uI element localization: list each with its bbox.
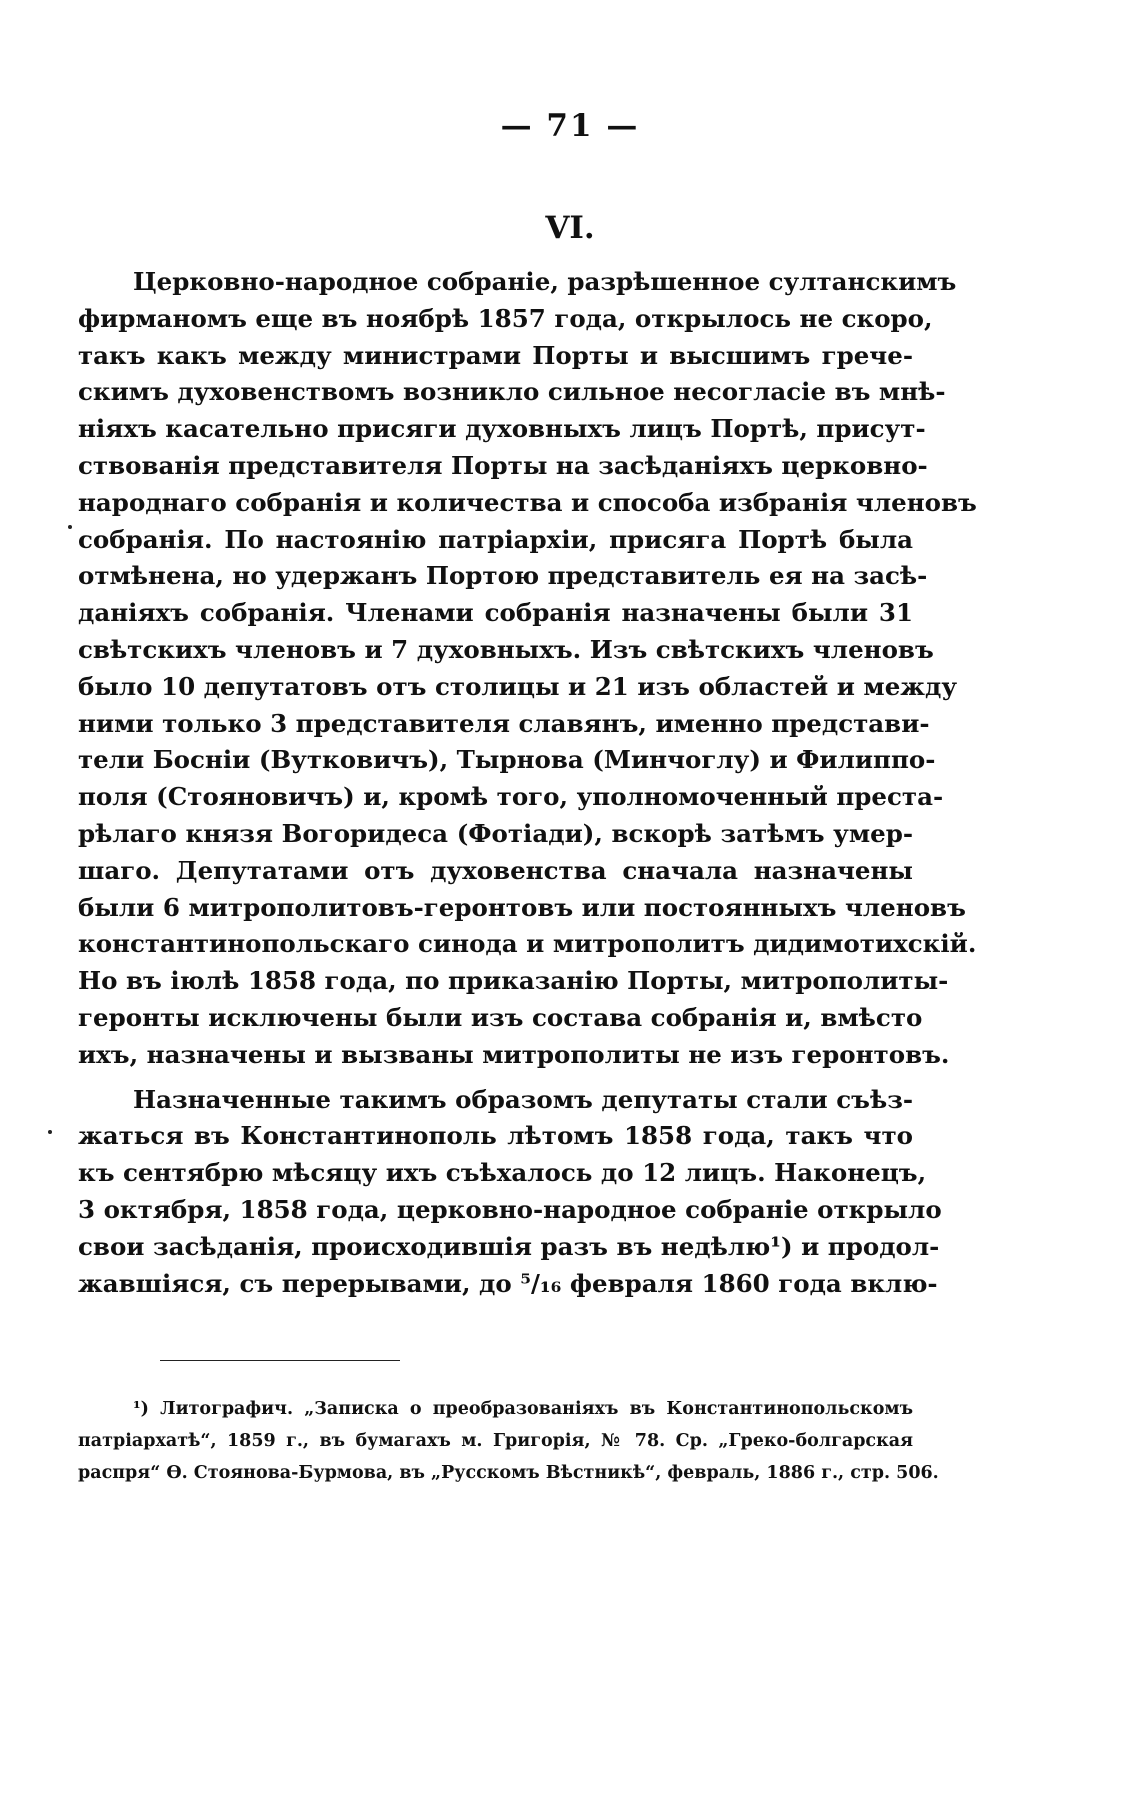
text-line: народнаго собранія и количества и способа избранія членовъ (78, 487, 977, 517)
paragraph-gap (78, 1074, 913, 1082)
text-line: ствованія представителя Порты на засѣданіяхъ церковно- (78, 450, 928, 480)
text-line: были 6 митрополитовъ-геронтовъ или постоянныхъ членовъ (78, 892, 966, 922)
margin-mark (68, 525, 72, 529)
text-line: скимъ духовенствомъ возникло сильное несогласіе въ мнѣ- (78, 377, 946, 407)
text-line: собранія. По настоянію патріархіи, присяга Портѣ была (78, 524, 913, 554)
margin-mark (48, 1130, 52, 1134)
text-line: ихъ, назначены и вызваны митрополиты не изъ геронтовъ. (78, 1039, 950, 1069)
text-line: жаться въ Константинополь лѣтомъ 1858 года, такъ что (78, 1121, 913, 1151)
text-line: тели Босніи (Вутковичъ), Тырнова (Минчоглу) и Филиппо- (78, 745, 936, 775)
footnote-divider (160, 1360, 400, 1361)
footnote-line: распря“ Ѳ. Стоянова-Бурмова, въ „Русскомъ Вѣстникѣ“, февраль, 1886 г., стр. 506. (78, 1463, 939, 1483)
page-number: — 71 — (500, 108, 640, 144)
text-line: было 10 депутатовъ отъ столицы и 21 изъ областей и между (78, 671, 958, 701)
text-line: константинопольскаго синода и митрополитъ дидимотихскій. (78, 929, 977, 959)
text-line: рѣлаго князя Вогоридеса (Фотіади), вскорѣ затѣмъ умер- (78, 818, 913, 848)
text-line: 3 октября, 1858 года, церковно-народное собраніе открыло (78, 1194, 942, 1224)
text-line: ними только 3 представителя славянъ, именно представи- (78, 708, 930, 738)
text-line: такъ какъ между министрами Порты и высшимъ грече- (78, 340, 913, 370)
text-line: фирманомъ еще въ ноябрѣ 1857 года, открылось не скоро, (78, 303, 933, 333)
text-line: свои засѣданія, происходившія разъ въ недѣлю¹) и продол- (78, 1231, 940, 1261)
footnote (78, 1393, 939, 1489)
text-line: поля (Стояновичъ) и, кромѣ того, уполномоченный преста- (78, 782, 944, 812)
text-line: отмѣнена, но удержанъ Портою представитель ея на засѣ- (78, 561, 928, 591)
footnote-line: ¹) Литографич. „Записка о преобразованіяхъ въ Константинопольскомъ (133, 1399, 913, 1419)
text-line: шаго. Депутатами отъ духовенства сначала назначены (78, 855, 913, 885)
footnote-line: патріархатѣ“, 1859 г., въ бумагахъ м. Григорія, № 78. Ср. „Греко-болгарская (78, 1431, 913, 1451)
text-line: геронты исключены были изъ состава собранія и, вмѣсто (78, 1002, 923, 1032)
chapter-heading: VI. (545, 210, 595, 246)
text-line: къ сентябрю мѣсяцу ихъ съѣхалось до 12 лицъ. Наконецъ, (78, 1158, 927, 1188)
text-line: Церковно-народное собраніе, разрѣшенное султанскимъ (133, 267, 957, 296)
text-line: свѣтскихъ членовъ и 7 духовныхъ. Изъ свѣтскихъ членовъ (78, 634, 934, 664)
text-line: ніяхъ касательно присяги духовныхъ лицъ Портѣ, присут- (78, 414, 926, 444)
text-line: Но въ іюлѣ 1858 года, по приказанію Порты, митрополиты- (78, 966, 949, 996)
body-text (78, 264, 977, 1302)
text-line: даніяхъ собранія. Членами собранія назначены были 31 (78, 598, 913, 628)
text-line: Назначенные такимъ образомъ депутаты стали съѣз- (133, 1084, 913, 1114)
text-line: жавшіяся, съ перерывами, до ⁵/₁₆ февраля 1860 года вклю- (78, 1268, 938, 1298)
